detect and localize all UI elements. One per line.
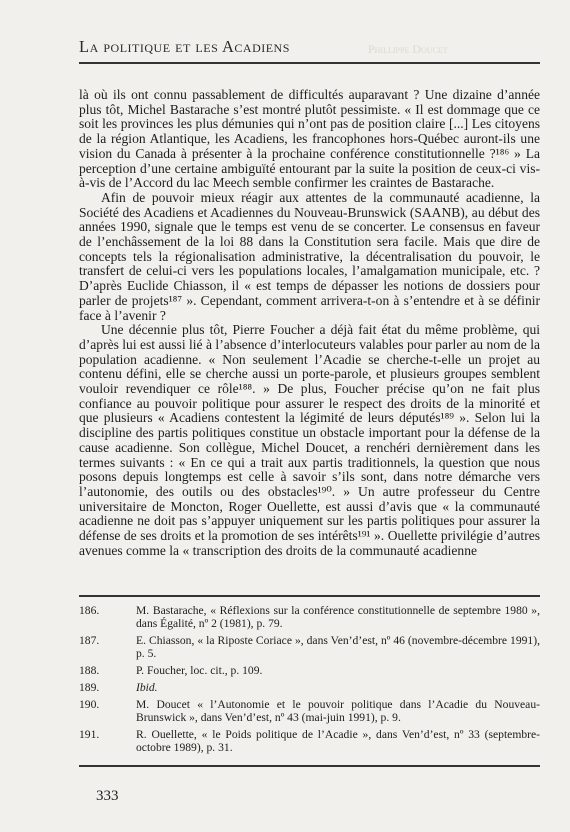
footnote-text: P. Foucher, loc. cit., p. 109. <box>136 664 263 677</box>
footnote-text: Ibid. <box>136 681 158 694</box>
header-title: La politique et les Acadiens <box>79 37 290 56</box>
paragraph: là où ils ont connu passablement de difficultés auparavant ? Une dizaine d’année plus tôt, Michel Bastarache s’est montré plutôt pessimiste. « Il est dommage que ce soit les provinces les plus démunies qui n’ont pas de position claire [...] Les citoyens de la région Atlantique, les Acadiens, les francophones hors-Québec auront-ils une vision du Canada à présenter à la prochaine conférence constitutionnelle ?¹⁸⁶ » La perception d’une certaine ambiguïté entourant par la suite la position de ceux-ci vis-à-vis de l’Accord du lac Meech semble confirmer les craintes de Bastarache. <box>79 87 540 191</box>
paragraph: Une décennie plus tôt, Pierre Foucher a déjà fait état du même problème, qui d’après lui est aussi lié à l’absence d’interlocuteurs valables pour parler au nom de la population acadienne. « Non seulement l’Acadie se cherche-t-elle un projet au contenu défini, elle se cherche aussi un porte-parole, et plusieurs groupes semblent vouloir revendiquer ce rôle¹⁸⁸. » De plus, Foucher précise qu’on ne fait plus confiance au pouvoir politique pour assurer le respect des droits de la minorité et que plusieurs « Acadiens contestent la légimité de leurs députés¹⁸⁹ ». Selon lui la discipline des partis politiques constitue un obstacle important pour la défense de la cause acadienne. Son collègue, Michel Doucet, a renchéri dernièrement dans les termes suivants : « En ce qui a trait aux partis traditionnels, la question que nous posons depuis longtemps est celle à savoir s’ils sont, dans notre démarche vers l’autonomie, des outils ou des obstacles¹⁹⁰. » Un autre professeur du Centre universitaire de Moncton, Roger Ouellette, est aussi d’avis que « la communauté acadienne ne doit pas s’appuyer uniquement sur les partis politiques pour assurer la défense de ses droits et la promotion de ses intérêts¹⁹¹ ». Ouellette privilégie d’autres avenues comme la « transcription des droits de la communauté acadienne <box>79 322 540 558</box>
footnote-text: R. Ouellette, « le Poids politique de l’Acadie », dans Ven’d’est, nº 33 (septembre-octobre 1989), p. 31. <box>136 728 540 754</box>
footnote-text: M. Doucet « l’Autonomie et le pouvoir politique dans l’Acadie du Nouveau-Brunswick », dans Ven’d’est, nº 43 (mai-juin 1991), p. 9. <box>136 698 540 724</box>
footnotes <box>79 604 540 758</box>
footnote-rule <box>79 595 540 597</box>
bleed-through-text: Phillippe Doucet <box>368 42 448 56</box>
footnote-number: 187. <box>79 634 100 647</box>
footnote-number: 191. <box>79 728 100 741</box>
footnote-number: 188. <box>79 664 100 677</box>
footnote-number: 190. <box>79 698 100 711</box>
footnote-number: 189. <box>79 681 100 694</box>
footnote <box>79 604 540 630</box>
footnote <box>79 634 540 660</box>
page-number: 333 <box>96 788 119 804</box>
footnote <box>79 681 540 694</box>
footnote-number: 186. <box>79 604 100 617</box>
body-text <box>79 88 540 559</box>
header-rule <box>79 62 540 64</box>
footnote-text: M. Bastarache, « Réflexions sur la conférence constitutionnelle de septembre 1980 », dans Égalité, nº 2 (1981), p. 79. <box>136 604 540 630</box>
paragraph: Afin de pouvoir mieux réagir aux attentes de la communauté acadienne, la Société des Acadiens et Acadiennes du Nouveau-Brunswick (SAANB), au début des années 1990, signale que le temps est venu de se concerter. Le consensus en faveur de l’enchâssement de la loi 88 dans la Constitution sera facile. Mais que dire de concepts tels la régionalisation administrative, la décentralisation du pouvoir, le transfert de celui-ci vers les populations locales, l’amalgamation municipale, etc. ? D’après Euclide Chiasson, il « est temps de dépasser les notions de dossiers pour parler de projets¹⁸⁷ ». Cependant, comment arrivera-t-on à s’entendre et à se définir face à l’avenir ? <box>79 189 540 323</box>
running-header <box>79 38 539 56</box>
bottom-rule <box>79 765 540 767</box>
footnote <box>79 698 540 724</box>
footnote <box>79 728 540 754</box>
footnote-text: E. Chiasson, « la Riposte Coriace », dans Ven’d’est, nº 46 (novembre-décembre 1991), p. 5. <box>136 634 540 660</box>
footnote <box>79 664 540 677</box>
